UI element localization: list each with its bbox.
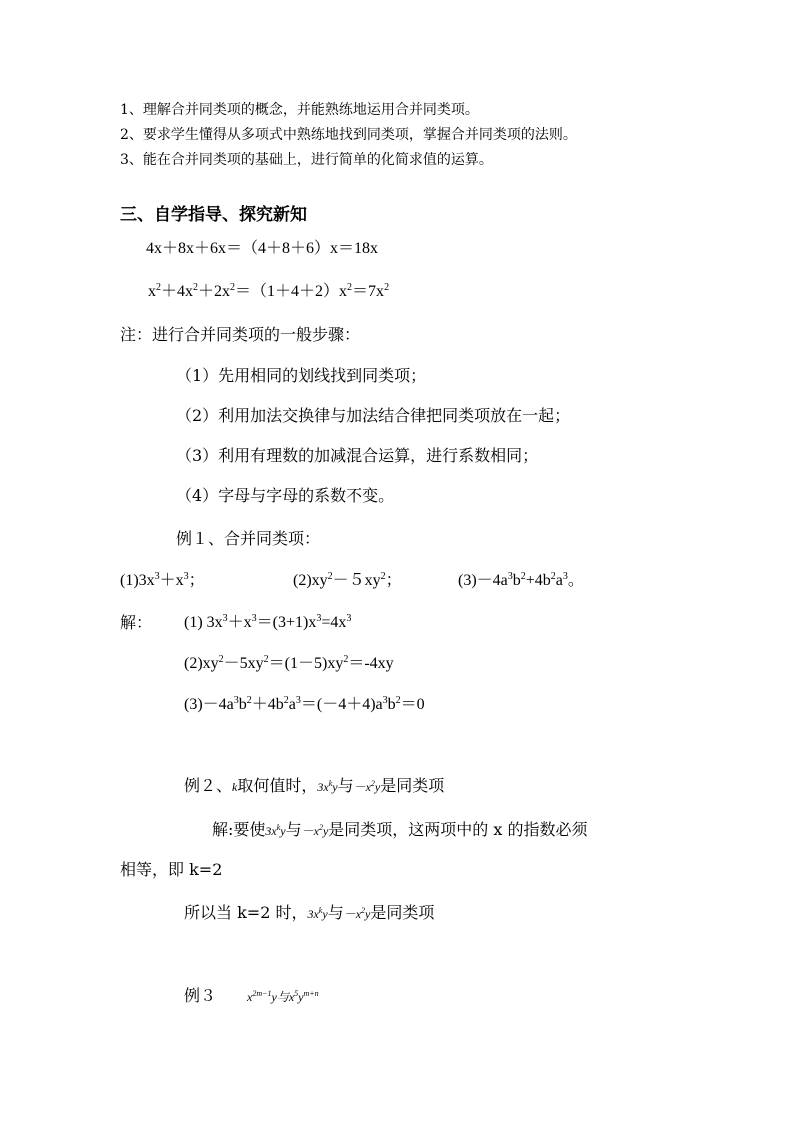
example-3-expression: $x^{2m-1}y$与$x^5y^{m+n}$ (247, 989, 319, 1004)
intro-equation-1: 4x＋8x＋6x＝（4＋8＋6）x＝18x (146, 240, 379, 257)
objective-3: 3、能在合并同类项的基础上，进行简单的化简求值的运算。 (120, 152, 493, 168)
example-2-solution-cont: 相等，即 k=2 (120, 860, 223, 879)
intro-equation-2: $x^2+4x^2+2x^2=(1+4+2)x^2=7x^2$ (148, 282, 390, 300)
step-4: （4）字母与字母的系数不变。 (176, 486, 395, 505)
step-2: （2）利用加法交换律与加法结合律把同类项放在一起； (176, 406, 571, 425)
objective-1: 1、理解合并同类项的概念，并能熟练地运用合并同类项。 (120, 102, 479, 118)
example-1-problem-1: $(1)3x^3+x^3$； (120, 571, 205, 589)
example-1-title: 例１、合并同类项： (176, 529, 321, 548)
note-label: 注：进行合并同类项的一般步骤： (120, 325, 361, 344)
step-3: （3）利用有理数的加减混合运算，进行系数相同； (176, 446, 539, 465)
example-2-solution: 解:要使$3x^ky$与$-x^2y$是同类项，这两项中的 x 的指数必须 (212, 820, 588, 839)
example-1-problem-3: $(3)-4a^3b^2+4b^2a^3$。 (458, 571, 584, 589)
example-1-problem-2: $(2)xy^2-5xy^2$； (293, 571, 402, 589)
solution-2: $(2)xy^2-5xy^2=(1-5)xy^2=-4xy$ (184, 654, 394, 672)
example-2-conclusion: 所以当 k=2 时，$3x^ky$与$-x^2y$是同类项 (184, 903, 435, 922)
solution-3: $(3)-4a^3b^2+4b^2a^3=(-4+4)a^3b^2=0$ (184, 695, 425, 713)
solution-label: 解： (120, 613, 153, 632)
example-3-label: 例３ (184, 986, 217, 1005)
objective-2: 2、要求学生懂得从多项式中熟练地找到同类项，掌握合并同类项的法则。 (120, 127, 577, 143)
solution-1: (1) $3x^3+x^3=(3+1)x^3=4x^3$ (184, 613, 352, 631)
example-2-question: 例２、k取何值时，$3x^ky$与$-x^2y$是同类项 (184, 776, 445, 795)
step-1: （1）先用相同的划线找到同类项； (176, 366, 427, 385)
section-heading: 三、自学指导、探究新知 (120, 205, 307, 225)
